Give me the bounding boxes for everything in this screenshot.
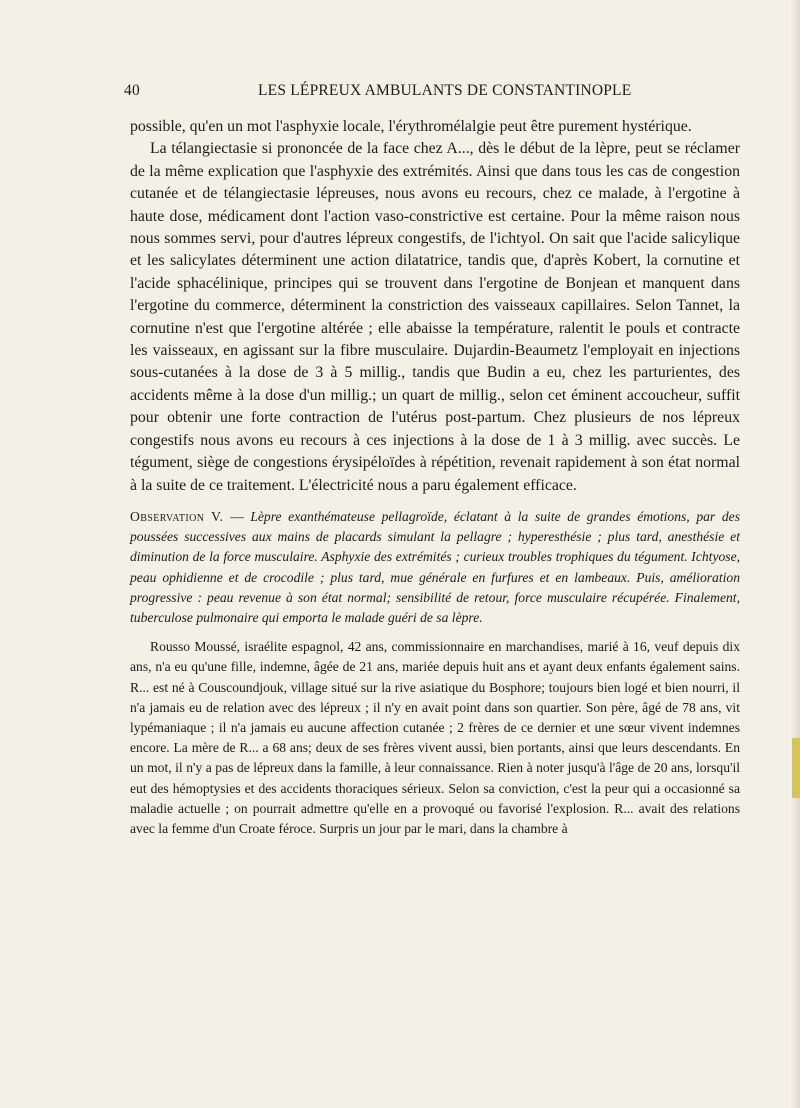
- book-page: [124, 82, 740, 839]
- observation-dash: —: [223, 508, 251, 524]
- body-text: [130, 116, 740, 497]
- observation-title: Lèpre exanthémateuse pellagroïde, éclatant à la suite de grandes émotions, par des poussées successives aux mains de placards simulant la pellagre ; hyperesthésie ; plus tard, anesthésie et diminution de la force musculaire. Asphyxie des extrémités ; curieux troubles trophiques du tégument. Ichtyose, peau ophidienne et de crocodile ; plus tard, mue générale en furfures et en lambeaux. Puis, amélioration progressive : peau revenue à son état normal; sensibilité de retour, force musculaire récupérée. Finalement, tuberculose pulmonaire qui emporta le malade guéri de sa lèpre.: [130, 508, 740, 625]
- page-edge-shadow: [790, 0, 800, 1108]
- running-title: LES LÉPREUX AMBULANTS DE CONSTANTINOPLE: [258, 82, 632, 99]
- paragraph-telangiectasia: La télangiectasie si prononcée de la face chez A..., dès le début de la lèpre, peut se réclamer de la même explication que l'asphyxie des extrémités. Ainsi que dans tous les cas de congestion cutanée et de télangiectasie lépreuses, nous avons eu recours, chez ce malade, à l'ergotine à haute dose, médicament dont l'action vaso-constrictive est certaine. Pour la même raison nous nous sommes servi, pour d'autres lépreux congestifs, de l'ichtyol. On sait que l'acide salicylique et les salicylates déterminent une action dilatatrice, tandis que, d'après Kobert, la cornutine et l'acide sphacélinique, principes qui se trouvent dans l'ergotine de Bonjean et manquent dans l'ergotine du commerce, déterminent la constriction des vaisseaux capillaires. Selon Tannet, la cornutine n'est que l'ergotine altérée ; elle abaisse la température, ralentit le pouls et contracte les vaisseaux, en agissant sur la fibre musculaire. Dujardin-Beaumetz l'employait en injections sous-cutanées à la dose de 3 à 5 millig., tandis que Budin a eu, chez les parturientes, des accidents même à la dose d'un millig.; un quart de millig., selon cet éminent accoucheur, suffit pour obtenir une forte contraction de l'utérus post-partum. Chez plusieurs de nos lépreux congestifs nous avons eu recours à ces injections à la dose de 1 à 3 millig. avec succès. Le tégument, siège de congestions érysipéloïdes à répétition, revenait rapidement à son état normal à la suite de ce traitement. L'électricité nous a paru également efficace.: [130, 140, 740, 494]
- observation-body: Rousso Moussé, israélite espagnol, 42 ans, commissionnaire en marchandises, marié à 16, veuf depuis dix ans, n'a eu qu'une fille, indemne, âgée de 21 ans, mariée depuis huit ans et ayant deux enfants également sains. R... est né à Couscoundjouk, village situé sur la rive asiatique du Bosphore; toujours bien logé et bien nourri, il n'a jamais eu de relation avec des lépreux ; il n'y en avait point dans son quartier. Son père, âgé de 78 ans, vit lypémaniaque ; il n'a jamais eu aucune affection cutanée ; 2 frères de ce dernier et une sœur vivent indemnes encore. La mère de R... a 68 ans; deux de ses frères vivent aussi, bien portants, ainsi que leurs descendants. En un mot, il n'y a pas de lépreux dans la famille, à leur connaissance. Rien à noter jusqu'à l'âge de 20 ans, lorsqu'il eut des hémoptysies et des accidents thoraciques sérieux. Selon sa conviction, c'est la peur qui a occasionné sa maladie actuelle ; on pourrait admettre qu'elle en a provoqué ou favorisé l'explosion. R... avait des relations avec la femme d'un Croate féroce. Surpris un jour par le mari, dans la chambre à: [130, 639, 740, 836]
- observation-label: Observation V.: [130, 508, 224, 524]
- page-edge-mark: [792, 738, 800, 798]
- paragraph-continuation: possible, qu'en un mot l'asphyxie locale, l'érythromélalgie peut être purement hystérique.: [130, 118, 692, 135]
- running-head: [124, 82, 740, 106]
- observation-heading: [130, 507, 740, 628]
- page-number: 40: [124, 82, 140, 99]
